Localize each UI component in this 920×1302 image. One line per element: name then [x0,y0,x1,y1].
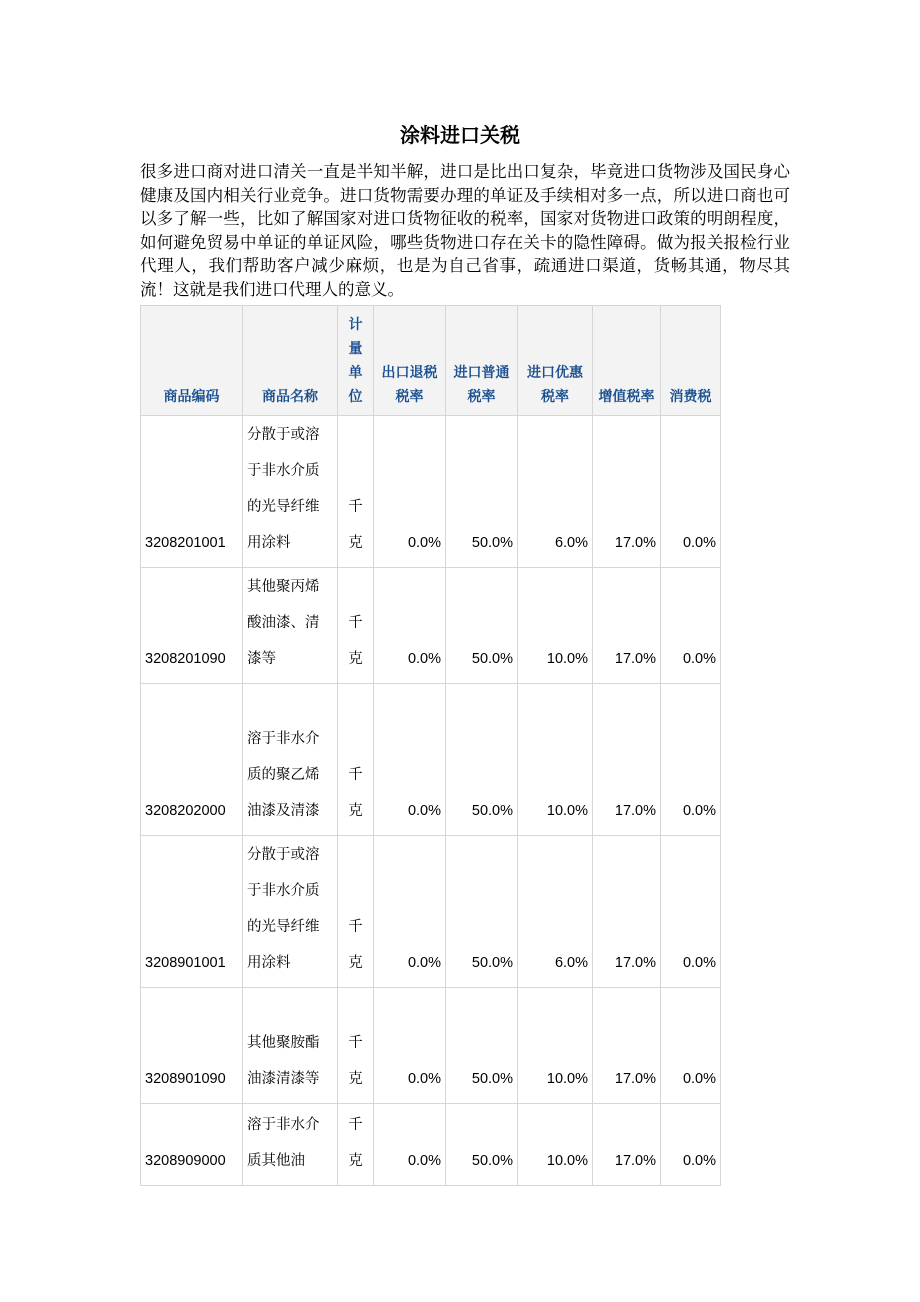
cell-name: 溶于非水介质其他油 [243,1104,338,1186]
table-header-row [141,306,721,416]
cell-export-rebate: 0.0% [374,568,446,684]
cell-export-rebate: 0.0% [374,416,446,568]
cell-consumption-tax: 0.0% [661,1104,721,1186]
header-general-rate: 进口普通税率 [446,306,518,416]
table-row [141,836,721,988]
cell-general-rate: 50.0% [446,1104,518,1186]
cell-export-rebate: 0.0% [374,988,446,1104]
tariff-table [140,305,721,1186]
header-name: 商品名称 [243,306,338,416]
cell-export-rebate: 0.0% [374,836,446,988]
cell-preferential-rate: 10.0% [518,568,593,684]
intro-paragraph: 很多进口商对进口清关一直是半知半解，进口是比出口复杂，毕竟进口货物涉及国民身心健康及国内相关行业竞争。进口货物需要办理的单证及手续相对多一点，所以进口商也可以多了解一些，比如了解国家对进口货物征收的税率，国家对货物进口政策的明朗程度，如何避免贸易中单证的单证风险，哪些货物进口存在关卡的隐性障碍。做为报关报检行业代理人，我们帮助客户减少麻烦，也是为自己省事，疏通进口渠道，货畅其通，物尽其流！这就是我们进口代理人的意义。 [140,162,790,299]
header-unit: 计量单位 [338,306,374,416]
cell-vat: 17.0% [593,568,661,684]
cell-consumption-tax: 0.0% [661,684,721,836]
cell-preferential-rate: 6.0% [518,416,593,568]
cell-vat: 17.0% [593,684,661,836]
cell-general-rate: 50.0% [446,416,518,568]
cell-code: 3208202000 [141,684,243,836]
cell-code: 3208901090 [141,988,243,1104]
table-row [141,416,721,568]
cell-export-rebate: 0.0% [374,684,446,836]
cell-name: 分散于或溶于非水介质的光导纤维用涂料 [243,416,338,568]
header-vat: 增值税率 [593,306,661,416]
cell-name: 分散于或溶于非水介质的光导纤维用涂料 [243,836,338,988]
cell-name: 溶于非水介质的聚乙烯油漆及清漆 [243,684,338,836]
cell-preferential-rate: 10.0% [518,1104,593,1186]
cell-consumption-tax: 0.0% [661,836,721,988]
cell-code: 3208201001 [141,416,243,568]
cell-code: 3208909000 [141,1104,243,1186]
header-preferential-rate: 进口优惠税率 [518,306,593,416]
cell-unit: 千克 [338,684,374,836]
cell-code: 3208201090 [141,568,243,684]
cell-vat: 17.0% [593,1104,661,1186]
cell-name: 其他聚丙烯酸油漆、清漆等 [243,568,338,684]
cell-vat: 17.0% [593,988,661,1104]
header-code: 商品编码 [141,306,243,416]
cell-code: 3208901001 [141,836,243,988]
cell-vat: 17.0% [593,836,661,988]
cell-general-rate: 50.0% [446,684,518,836]
cell-unit: 千克 [338,988,374,1104]
cell-export-rebate: 0.0% [374,1104,446,1186]
table-row [141,1104,721,1186]
cell-general-rate: 50.0% [446,568,518,684]
header-export-rebate: 出口退税税率 [374,306,446,416]
table-row [141,684,721,836]
table-row [141,988,721,1104]
cell-general-rate: 50.0% [446,988,518,1104]
header-consumption-tax: 消费税 [661,306,721,416]
cell-general-rate: 50.0% [446,836,518,988]
cell-vat: 17.0% [593,416,661,568]
cell-preferential-rate: 10.0% [518,988,593,1104]
page-title: 涂料进口关税 [400,123,520,147]
cell-unit: 千克 [338,568,374,684]
cell-name: 其他聚胺酯油漆清漆等 [243,988,338,1104]
table-row [141,568,721,684]
cell-consumption-tax: 0.0% [661,988,721,1104]
cell-consumption-tax: 0.0% [661,568,721,684]
cell-preferential-rate: 6.0% [518,836,593,988]
cell-consumption-tax: 0.0% [661,416,721,568]
cell-unit: 千克 [338,416,374,568]
cell-preferential-rate: 10.0% [518,684,593,836]
cell-unit: 千克 [338,1104,374,1186]
cell-unit: 千克 [338,836,374,988]
